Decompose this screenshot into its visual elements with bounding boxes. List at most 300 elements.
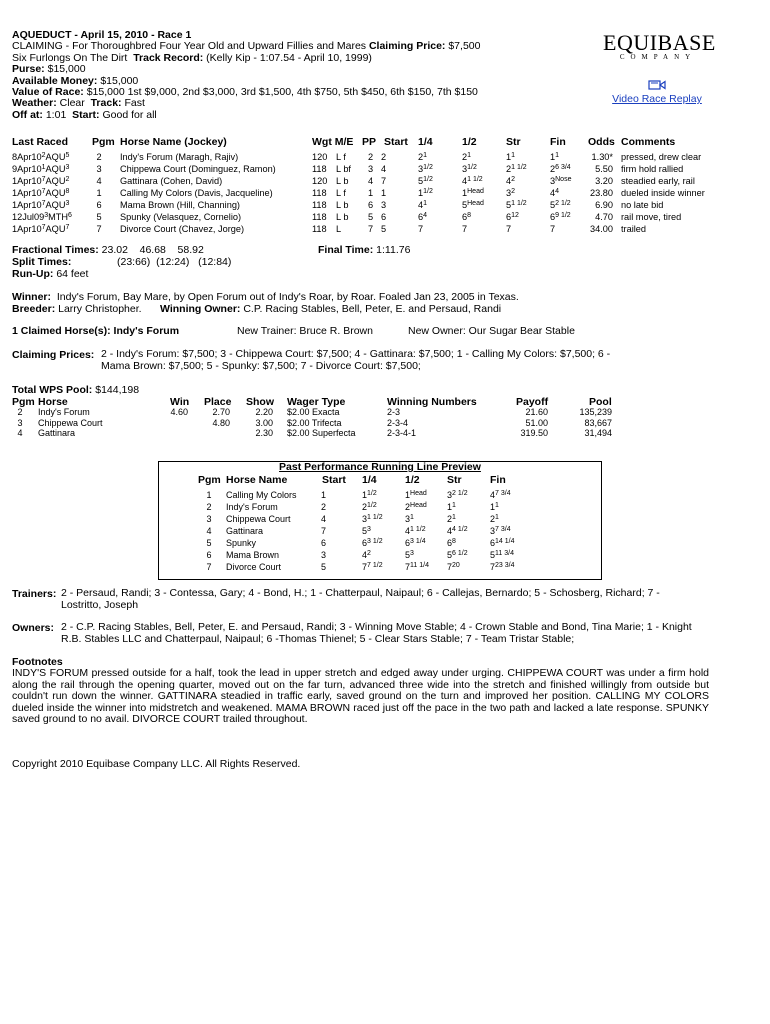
run-up-value: 64 feet <box>56 268 89 280</box>
results-finish <box>550 212 571 222</box>
results-start <box>381 212 386 222</box>
margin-sup: 2 1/2 <box>555 200 571 207</box>
last-raced-track: AQU <box>45 200 66 210</box>
results-odds <box>575 200 613 210</box>
results-pgm <box>92 212 106 222</box>
results-header-0 <box>12 136 68 148</box>
cell-text: 4 <box>490 490 496 500</box>
margin-sup: 14 1/4 <box>495 538 515 545</box>
footnotes-label-text: Footnotes <box>12 656 63 668</box>
results-header-text: Horse Name (Jockey) <box>120 136 227 148</box>
cell-text: Mama Brown <box>226 550 280 560</box>
cell-text: Chippewa Court <box>226 514 291 524</box>
results-stretch <box>506 176 515 186</box>
margin-sup: 1 1/2 <box>511 200 527 207</box>
results-header-8 <box>506 136 521 148</box>
pp-header-text: Start <box>322 474 346 486</box>
cell-text: rail move, tired <box>621 212 682 222</box>
wps-win <box>150 407 188 417</box>
results-finish <box>550 152 559 162</box>
last-raced-date: 9Apr10 <box>12 164 42 174</box>
cell-text: Gattinara <box>226 526 264 536</box>
cell-text: L b <box>336 200 349 210</box>
cell-text: 7 <box>490 562 496 572</box>
last-raced-track: AQU <box>45 176 66 186</box>
last-raced-track: MTH <box>48 212 68 222</box>
pp-quarter <box>362 514 383 524</box>
trainers-value: 2 - Persaud, Randi; 3 - Contessa, Gary; 4 - Bond, H.; 1 - Chatterpaul, Naipaul; 6 - Callejas, Bernardo; 5 - Schosberg, Richard; 7 - Lostritto, Joseph <box>61 587 660 611</box>
results-header-9 <box>550 136 566 148</box>
last-raced-finish: 6 <box>68 212 72 219</box>
results-finish <box>550 188 559 198</box>
cell-text: 5 <box>368 212 374 222</box>
results-header-text: Start <box>384 136 408 148</box>
pp-half <box>405 514 414 524</box>
final-time-value: 1:11.76 <box>376 244 411 256</box>
margin-sup: 6 3/4 <box>555 164 571 171</box>
cell-text: 6 <box>418 212 424 222</box>
available-money-value: $15,000 <box>100 74 139 87</box>
margin-sup: 3 1/2 <box>367 538 383 545</box>
results-finish <box>550 176 571 186</box>
cell-text: Spunky <box>226 538 257 548</box>
results-pgm <box>92 200 106 210</box>
race-header <box>12 29 716 121</box>
results-header-text: Pgm <box>92 136 115 148</box>
results-me <box>336 176 348 186</box>
cell-text: 7 <box>321 526 327 536</box>
margin-sup: 7 1/2 <box>367 562 383 569</box>
cell-text: 7 <box>368 224 374 234</box>
cell-text: 5 <box>418 176 424 186</box>
results-wgt <box>312 152 327 162</box>
wps-pgm <box>14 407 26 417</box>
results-half <box>462 164 477 174</box>
cell-text: 6 <box>321 538 327 548</box>
cell-text: 23.80 <box>590 188 613 198</box>
pp-header-4 <box>405 474 420 486</box>
cell-text: 118 <box>312 164 327 174</box>
cell-text: 3 <box>550 176 556 186</box>
cell-text: 319.50 <box>520 428 548 439</box>
cell-text: 2 <box>418 152 424 162</box>
pp-finish <box>490 550 514 560</box>
wps-horse <box>38 418 103 428</box>
cell-text: L bf <box>336 164 351 174</box>
margin-sup: 1 <box>410 514 414 521</box>
margin-sup: 4 1/2 <box>452 526 468 533</box>
pp-start <box>321 562 326 572</box>
claiming-price-value: $7,500 <box>448 40 481 53</box>
last-raced-date: 1Apr10 <box>12 176 42 186</box>
footnotes-text: INDY'S FORUM pressed outside for a half, took the lead in upper stretch and edged away under urging. CHIPPEWA COURT was under a firm hold along the rail through the opening quarter, moved out on the far turn, advanced three wide into the stretch and finished willingly from outside but couldn't run down the winner. GATTINARA steadied in traffic early, saved ground on the turn and improved her position. CALLING MY COLORS dueled inside the winner into midstretch and weakened. MAMA BROWN raced just off the pace in the two path and lacked a late response. SPUNKY saved ground to no avail. DIVORCE COURT trailed throughout. <box>12 667 709 726</box>
results-me <box>336 188 346 198</box>
cell-text: 6 <box>490 538 496 548</box>
split-times-value: (23:66) (12:24) (12:84) <box>117 256 232 268</box>
results-last-raced <box>12 200 69 210</box>
wps-payoff <box>500 407 548 417</box>
wps-pool <box>560 428 612 438</box>
cell-text: no late bid <box>621 200 664 210</box>
cell-text: 1 <box>490 502 496 512</box>
results-horse <box>120 212 241 222</box>
pp-pgm <box>204 550 214 560</box>
past-performance-title: Past Performance Running Line Preview <box>279 461 481 473</box>
claiming-prices-label-text: Claiming Prices: <box>12 349 95 361</box>
cell-text: 6 <box>362 538 368 548</box>
results-start <box>381 188 386 198</box>
margin-sup: 2 1/2 <box>452 490 468 497</box>
margin-sup: 1/2 <box>423 176 433 183</box>
margin-sup: Head <box>410 502 427 509</box>
results-comment <box>621 200 663 210</box>
cell-text: 2-3-4 <box>387 417 409 428</box>
last-raced-finish: 2 <box>65 176 70 183</box>
pp-stretch <box>447 490 468 500</box>
cell-text: 2-3 <box>387 407 401 417</box>
margin-sup: Head <box>467 200 484 207</box>
cell-text: Mama Brown (Hill, Channing) <box>120 200 240 210</box>
last-raced-track: AQU <box>45 164 66 174</box>
margin-sup: 11 3/4 <box>495 550 514 557</box>
results-odds <box>575 224 613 234</box>
cell-text: 83,667 <box>584 417 612 428</box>
margin-sup: 1/2 <box>367 502 377 509</box>
cell-text: 5 <box>506 200 512 210</box>
cell-text: 118 <box>312 224 327 234</box>
margin-sup: 1/2 <box>467 164 477 171</box>
margin-sup: Nose <box>555 176 572 183</box>
cell-text: 3 <box>362 514 368 524</box>
cell-text: 1 <box>506 152 512 162</box>
pp-half <box>405 526 426 536</box>
wps-pool <box>560 407 612 417</box>
pp-half <box>405 538 426 548</box>
results-header-text: Fin <box>550 136 566 148</box>
cell-text: 5 <box>490 550 496 560</box>
wps-place <box>192 407 230 417</box>
results-half <box>462 176 483 186</box>
owners-label-text: Owners: <box>12 622 55 634</box>
margin-sup: 4 <box>423 212 428 219</box>
cell-text: 4 <box>96 176 102 186</box>
pp-header-text: Horse Name <box>226 474 288 486</box>
pp-pgm <box>204 514 214 524</box>
results-last-raced <box>12 224 69 234</box>
owners-label <box>12 622 54 634</box>
results-odds <box>575 188 613 198</box>
margin-sup: 1/2 <box>423 164 433 171</box>
results-pp <box>368 200 373 210</box>
results-wgt <box>312 224 327 234</box>
cell-text: 2 <box>362 502 368 512</box>
cell-text: 6 <box>96 200 102 210</box>
cell-text: $2.00 Exacta <box>287 407 340 417</box>
results-last-raced <box>12 152 69 162</box>
last-raced-finish: 7 <box>65 224 70 231</box>
last-raced-race: 7 <box>41 188 46 195</box>
last-raced-track: AQU <box>45 152 66 162</box>
last-raced-finish: 8 <box>65 188 70 195</box>
cell-text: Indy's Forum <box>38 407 90 417</box>
winner-value: Indy's Forum, Bay Mare, by Open Forum out of Indy's Roar, by Roar. Foaled Jan 23, 2005 in Texas. <box>56 291 519 303</box>
cell-text: 4 <box>17 428 23 439</box>
cell-text: $2.00 Trifecta <box>287 417 342 428</box>
pp-header-1 <box>226 474 287 486</box>
cell-text: 4 <box>381 164 387 174</box>
claiming-prices-value: 2 - Indy's Forum: $7,500; 3 - Chippewa Court: $7,500; 4 - Gattinara: $7,500; 1 - Calling My Colors: $7,500; 6 - Mama Brown: $7,500; 5 - Spunky: $7,500; 7 - Divorce Court: $7,500; <box>101 348 611 372</box>
pp-half <box>405 490 427 500</box>
results-stretch <box>506 200 527 210</box>
results-pgm <box>92 224 106 234</box>
cell-text: 2.70 <box>212 407 230 417</box>
pp-header-text: Str <box>447 474 462 486</box>
results-start <box>381 200 386 210</box>
off-at-value: 1:01 <box>45 108 67 121</box>
pp-stretch <box>447 550 468 560</box>
wps-show <box>235 418 273 428</box>
cell-text: 7 <box>362 562 368 572</box>
results-wgt <box>312 164 327 174</box>
cell-text: 1 <box>550 152 556 162</box>
cell-text: 4 <box>206 526 212 536</box>
results-stretch <box>506 188 515 198</box>
results-header-text: Str <box>506 136 521 148</box>
margin-sup: 1 1/2 <box>511 164 527 171</box>
results-half <box>462 152 471 162</box>
cell-text: 1 <box>405 490 411 500</box>
results-half <box>462 212 471 222</box>
cell-text: 1 <box>462 188 468 198</box>
trainers-label <box>12 588 56 600</box>
cell-text: 2 <box>96 152 102 162</box>
results-pp <box>368 152 373 162</box>
results-stretch <box>506 224 511 234</box>
pp-quarter <box>362 550 371 560</box>
wps-payoff <box>500 428 548 438</box>
cell-text: 4 <box>362 550 368 560</box>
pp-header-5 <box>447 474 462 486</box>
track-record-value: (Kelly Kip - 1:07.54 - April 10, 1999) <box>206 51 372 64</box>
margin-sup: 20 <box>452 562 460 569</box>
final-time-label: Final Time: <box>318 244 374 256</box>
margin-sup: 1 <box>452 514 456 521</box>
results-comment <box>621 188 705 198</box>
pp-horse <box>226 562 281 572</box>
cell-text: 4 <box>418 200 424 210</box>
wps-pool-label: Total WPS Pool: <box>12 384 93 396</box>
results-horse <box>120 224 244 234</box>
results-quarter <box>418 176 433 186</box>
new-trainer: New Trainer: Bruce R. Brown <box>237 325 373 337</box>
cell-text: 2 <box>447 514 453 524</box>
cell-text: 2-3-4-1 <box>387 428 417 439</box>
cell-text: 7 <box>418 224 424 234</box>
off-at-label: Off at: <box>12 108 43 121</box>
pp-finish <box>490 538 514 548</box>
cell-text: 2 <box>381 152 387 162</box>
margin-sup: 1 <box>495 514 499 521</box>
results-header-10 <box>588 136 615 148</box>
cell-text: 5 <box>550 200 556 210</box>
cell-text: 1.30* <box>591 152 613 162</box>
results-me <box>336 200 348 210</box>
cell-text: 31,494 <box>584 428 612 439</box>
cell-text: firm hold rallied <box>621 164 684 174</box>
cell-text: 3.20 <box>595 176 613 186</box>
results-half <box>462 188 484 198</box>
cell-text: Chippewa Court (Dominguez, Ramon) <box>120 164 276 174</box>
cell-text: 3 <box>206 514 212 524</box>
results-start <box>381 176 386 186</box>
results-horse <box>120 164 276 174</box>
wps-numbers <box>387 418 408 428</box>
margin-sup: 12 <box>511 212 519 219</box>
cell-text: 6 <box>206 550 212 560</box>
margin-sup: 1 <box>423 152 428 159</box>
cell-text: 118 <box>312 200 327 210</box>
margin-sup: 2 <box>511 188 516 195</box>
cell-text: 5 <box>405 550 411 560</box>
cell-text: 5 <box>447 550 453 560</box>
cell-text: 3 <box>506 188 512 198</box>
margin-sup: 8 <box>452 538 456 545</box>
results-stretch <box>506 152 515 162</box>
margin-sup: 6 1/2 <box>452 550 468 557</box>
results-stretch <box>506 212 519 222</box>
cell-text: 3 <box>418 164 424 174</box>
margin-sup: 2 <box>367 550 371 557</box>
cell-text: 5 <box>381 224 387 234</box>
wps-payoff <box>500 418 548 428</box>
results-header-7 <box>462 136 477 148</box>
cell-text: 3 <box>96 164 102 174</box>
results-pp <box>368 164 373 174</box>
cell-text: 1 <box>418 188 424 198</box>
pp-horse <box>226 550 279 560</box>
cell-text: 2 <box>321 502 327 512</box>
pp-finish <box>490 562 514 572</box>
wps-place <box>192 418 230 428</box>
final-time <box>318 244 410 256</box>
pp-pgm <box>204 538 214 548</box>
weather-value: Clear <box>59 97 85 110</box>
results-header-text: Last Raced <box>12 136 69 148</box>
cell-text: 3 <box>17 417 23 428</box>
results-finish <box>550 200 571 210</box>
results-finish <box>550 224 555 234</box>
results-wgt <box>312 200 327 210</box>
wps-header-text: Pool <box>589 396 612 408</box>
cell-text: 6 <box>550 212 556 222</box>
margin-sup: 7 3/4 <box>495 526 511 533</box>
last-raced-date: 8Apr10 <box>12 152 42 162</box>
wps-wager <box>287 407 340 417</box>
margin-sup: 23 3/4 <box>495 562 515 569</box>
wps-wager <box>287 418 342 428</box>
run-up-label: Run-Up: <box>12 268 54 280</box>
results-header-1 <box>92 136 115 148</box>
pp-stretch <box>447 526 468 536</box>
cell-text: 5 <box>462 200 468 210</box>
pp-start <box>321 526 326 536</box>
results-pp <box>368 224 373 234</box>
cell-text: 4 <box>447 526 453 536</box>
results-header-11 <box>621 136 675 148</box>
margin-sup: 11 1/4 <box>410 562 429 569</box>
cell-text: trailed <box>621 224 647 234</box>
cell-text: 5 <box>321 562 327 572</box>
purse-value: $15,000 <box>47 63 86 76</box>
cell-text: 4.60 <box>170 407 188 417</box>
cell-text: 4 <box>506 176 512 186</box>
cell-text: Calling My Colors (Davis, Jacqueline) <box>120 188 273 198</box>
cell-text: 1 <box>362 490 368 500</box>
margin-sup: 1 <box>555 152 560 159</box>
results-pp <box>368 176 373 186</box>
start-value: Good for all <box>102 108 157 121</box>
wps-numbers <box>387 428 416 438</box>
fractional-times-label: Fractional Times: <box>12 244 99 256</box>
cell-text: L f <box>336 188 346 198</box>
cell-text: 2.30 <box>255 428 273 439</box>
margin-sup: 9 1/2 <box>555 212 571 219</box>
cell-text: $2.00 Superfecta <box>287 428 356 439</box>
cell-text: 7 <box>506 224 512 234</box>
race-type: CLAIMING - For Thoroughbred Four Year Old and Upward Fillies and Mares <box>12 40 367 53</box>
pp-stretch <box>447 538 456 548</box>
last-raced-finish: 5 <box>65 152 70 159</box>
claiming-price-label: Claiming Price: <box>368 40 446 53</box>
pp-header-3 <box>362 474 377 486</box>
wps-horse <box>38 407 90 417</box>
last-raced-race: 2 <box>41 152 46 159</box>
cell-text: 2 <box>462 152 468 162</box>
wps-pool <box>12 384 139 396</box>
margin-sup: 3 <box>410 550 414 557</box>
results-header-text: 1/4 <box>418 136 433 148</box>
margin-sup: 7 3/4 <box>495 490 511 497</box>
results-header-text: 1/2 <box>462 136 477 148</box>
pp-header-text: 1/4 <box>362 474 377 486</box>
margin-sup: 1 <box>495 502 499 509</box>
results-comment <box>621 212 681 222</box>
cell-text: 4 <box>462 176 468 186</box>
results-horse <box>120 200 240 210</box>
logo-subtitle: COMPANY <box>619 53 697 61</box>
last-raced-race: 7 <box>41 200 46 207</box>
split-times-label: Split Times: <box>12 256 72 268</box>
cell-text: L f <box>336 152 346 162</box>
track-value: Fast <box>124 97 145 110</box>
results-half <box>462 224 467 234</box>
results-header-text: PP <box>362 136 377 148</box>
cell-text: 6 <box>447 538 453 548</box>
cell-text: 7 <box>462 224 468 234</box>
pp-finish <box>490 514 499 524</box>
cell-text: 1 <box>321 490 327 500</box>
claimed-label: 1 Claimed Horse(s): <box>12 325 111 337</box>
cell-text: 3 <box>405 514 411 524</box>
wps-header-text: Wager Type <box>287 396 346 408</box>
pp-pgm <box>204 562 214 572</box>
breeder-line <box>12 303 142 315</box>
cell-text: 5 <box>96 212 102 222</box>
video-replay-link[interactable]: Video Race Replay <box>612 93 702 105</box>
cell-text: 3 <box>381 200 387 210</box>
cell-text: 2 <box>405 502 411 512</box>
margin-sup: Head <box>410 490 427 497</box>
